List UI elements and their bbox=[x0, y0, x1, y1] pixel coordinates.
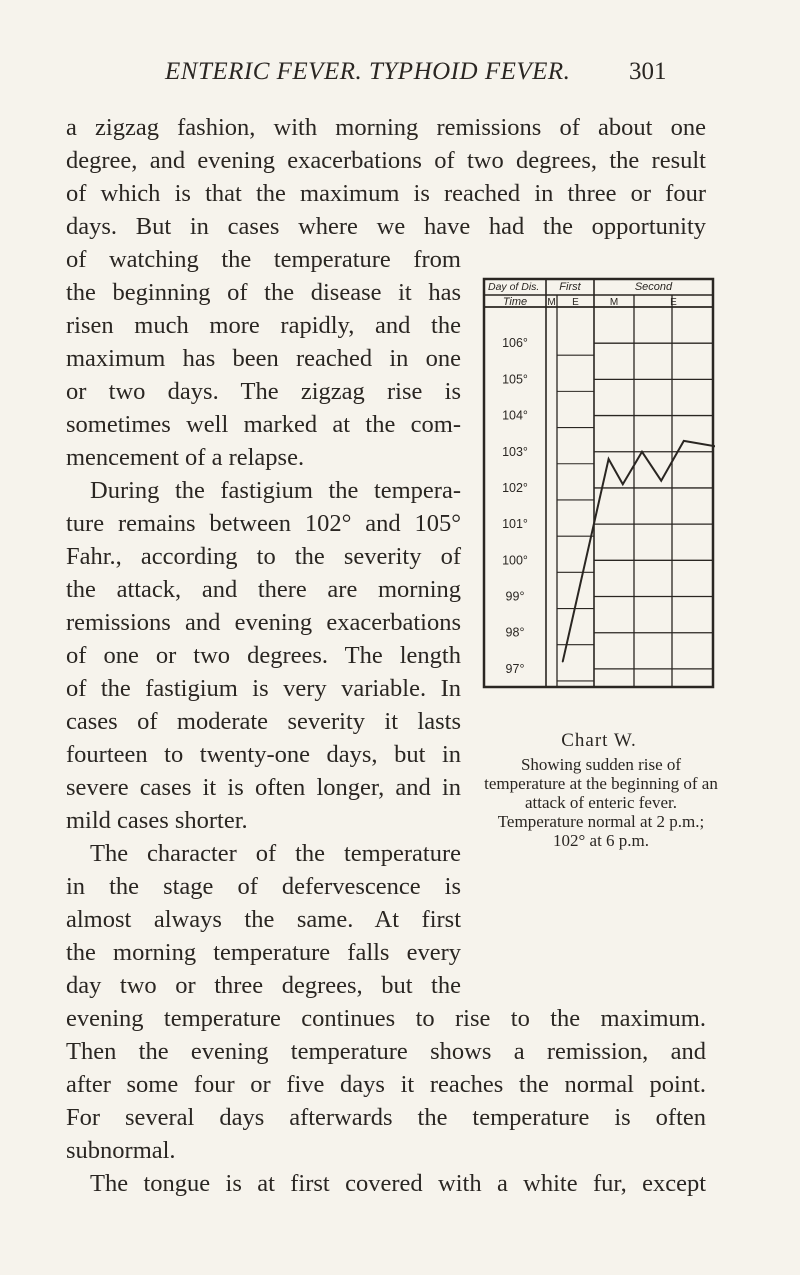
temperature-chart bbox=[482, 275, 715, 690]
page-header bbox=[0, 58, 800, 98]
y-tick-label: 97° bbox=[505, 661, 525, 676]
text-line: remissions and evening exacerbations bbox=[66, 609, 461, 636]
period-label: E bbox=[572, 297, 579, 308]
text-line: The character of the temperature bbox=[90, 840, 461, 867]
text-line: of the fastigium is very variable. In bbox=[66, 675, 461, 702]
temperature-point bbox=[608, 458, 610, 460]
text-line: mild cases shorter. bbox=[66, 807, 248, 834]
day-label-second: Second bbox=[634, 281, 673, 293]
text-line: Then the evening temperature shows a remission, and bbox=[66, 1038, 706, 1065]
text-line: cases of moderate severity it lasts bbox=[66, 708, 461, 735]
temperature-point bbox=[562, 661, 564, 663]
day-of-disease-label: Day of Dis. bbox=[488, 281, 540, 293]
y-tick-label: 102° bbox=[502, 480, 528, 495]
text-line: For several days afterwards the temperature is often bbox=[66, 1104, 706, 1131]
text-line: maximum has been reached in one bbox=[66, 345, 461, 372]
text-line: the morning temperature falls every bbox=[66, 939, 461, 966]
text-line: The tongue is at first covered with a white fur, except bbox=[90, 1170, 706, 1197]
text-line: a zigzag fashion, with morning remissions of about one bbox=[66, 114, 706, 141]
chart-title: Chart W. bbox=[561, 730, 637, 751]
y-tick-label: 104° bbox=[502, 408, 528, 423]
period-label: M bbox=[547, 297, 556, 308]
y-tick-label: 106° bbox=[502, 336, 528, 351]
text-line: sometimes well marked at the com- bbox=[66, 411, 461, 438]
temperature-point bbox=[660, 480, 662, 482]
y-tick-label: 98° bbox=[505, 625, 525, 640]
y-tick-label: 105° bbox=[502, 372, 528, 387]
chart-caption: Showing sudden rise of temperature at the beginning of an attack of enteric fever. Temperature normal at 2 p.m.; 102° at 6 p.m. bbox=[484, 755, 718, 850]
text-line: after some four or five days it reaches the normal point. bbox=[66, 1071, 706, 1098]
running-title: ENTERIC FEVER. TYPHOID FEVER. bbox=[165, 58, 571, 85]
text-line: ture remains between 102° and 105° bbox=[66, 510, 461, 537]
y-tick-label: 103° bbox=[502, 444, 528, 459]
text-line: of which is that the maximum is reached in three or four bbox=[66, 180, 706, 207]
period-label: M bbox=[609, 297, 619, 308]
text-line: evening temperature continues to rise to the maximum. bbox=[66, 1005, 706, 1032]
text-line: or two days. The zigzag rise is bbox=[66, 378, 461, 405]
text-line: the beginning of the disease it has bbox=[66, 279, 461, 306]
text-line: the attack, and there are morning bbox=[66, 576, 461, 603]
y-tick-label: 101° bbox=[502, 517, 528, 532]
text-line: degree, and evening exacerbations of two degrees, the result bbox=[66, 147, 706, 174]
text-line: in the stage of defervescence is bbox=[66, 873, 461, 900]
y-tick-label: 100° bbox=[502, 553, 528, 568]
text-line: severe cases it is often longer, and in bbox=[66, 774, 461, 801]
temperature-point bbox=[622, 484, 624, 486]
temperature-chart-svg bbox=[482, 275, 715, 690]
text-line: subnormal. bbox=[66, 1137, 176, 1164]
text-line: Fahr., according to the severity of bbox=[66, 543, 461, 570]
time-label: Time bbox=[502, 296, 528, 308]
y-tick-label: 99° bbox=[505, 589, 525, 604]
text-line: fourteen to twenty-one days, but in bbox=[66, 741, 461, 768]
temperature-point bbox=[641, 451, 643, 453]
temperature-point bbox=[683, 440, 685, 442]
text-line: During the fastigium the tempera- bbox=[90, 477, 461, 504]
text-line: almost always the same. At first bbox=[66, 906, 461, 933]
temperature-line bbox=[563, 441, 715, 662]
page-number: 301 bbox=[629, 58, 667, 85]
text-line: days. But in cases where we have had the opportunity bbox=[66, 213, 706, 240]
day-label-first: First bbox=[559, 281, 581, 293]
text-line: of watching the temperature from bbox=[66, 246, 461, 273]
text-line: risen much more rapidly, and the bbox=[66, 312, 461, 339]
text-line: mencement of a relapse. bbox=[66, 444, 305, 471]
text-line: day two or three degrees, but the bbox=[66, 972, 461, 999]
text-line: of one or two degrees. The length bbox=[66, 642, 461, 669]
period-label: E bbox=[670, 297, 677, 308]
